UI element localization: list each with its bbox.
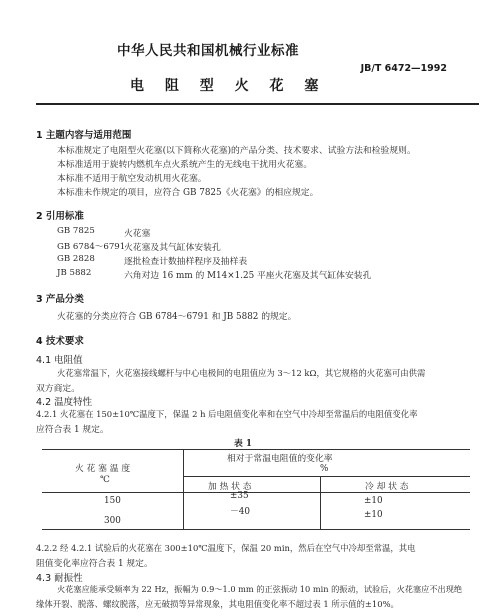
- section-3-line-1: 火花塞的分类应符合 GB 6784～6791 和 JB 5882 的规定。: [57, 312, 297, 322]
- ref-text-4: 六角对边 16 mm 的 M14×1.25 平座火花塞及其气缸体安装孔: [124, 271, 372, 281]
- table-col2-unit: %: [320, 464, 329, 474]
- section-2-heading: 2 引用标准: [36, 211, 84, 222]
- table-row-1-cool: ±10: [364, 496, 383, 506]
- table-bottom-rule: [42, 529, 470, 530]
- ref-code-1: GB 7825: [57, 226, 95, 236]
- document-title: 电 阻 型 火 花 塞: [130, 78, 327, 94]
- section-4-1-line-1: 火花塞常温下，火花塞接线螺杆与中心电极间的电阻值应为 3～12 kΩ，其它规格的火花塞可由供需: [57, 368, 426, 378]
- section-4-1-line-2: 双方商定。: [36, 384, 80, 394]
- table-col1-header: 火 花 塞 温 度: [75, 464, 131, 474]
- table-header-rule: [42, 492, 470, 493]
- section-4-2-2-line-2: 阻值变化率应符合表 1 规定。: [36, 559, 153, 569]
- ref-code-4: JB 5882: [57, 268, 92, 278]
- table-header-mid-rule: [183, 476, 470, 477]
- section-1-line-2: 本标准适用于旋转内燃机车点火系统产生的无线电干扰用火花塞。: [57, 160, 313, 170]
- header-rule: [36, 103, 479, 105]
- section-4-2-heading: 4.2 温度特性: [36, 397, 93, 408]
- table-row-1-heat: ±35: [230, 491, 249, 501]
- section-3-heading: 3 产品分类: [36, 294, 84, 305]
- section-1-line-1: 本标准规定了电阻型火花塞(以下简称火花塞)的产品分类、技术要求、试验方法和检验规则。: [57, 146, 416, 156]
- section-4-1-heading: 4.1 电阻值: [36, 355, 83, 366]
- section-1-line-4: 本标准未作规定的项目，应符合 GB 7825《火花塞》的相应规定。: [57, 188, 319, 198]
- ref-code-3: GB 2828: [57, 254, 95, 264]
- ref-code-2: GB 6784～6791: [57, 242, 126, 252]
- standard-number: JB/T 6472—1992: [360, 63, 447, 74]
- ref-text-2: 火花塞及其气缸体安装孔: [124, 243, 221, 253]
- section-4-2-1-line-1: 4.2.1 火花塞在 150±10℃温度下，保温 2 h 后电阻值变化率和在空气中冷却至常温后的电阻值变化率: [36, 409, 418, 419]
- section-1-heading: 1 主题内容与适用范围: [36, 130, 132, 141]
- table-col2-header: 相对于常温电阻值的变化率: [227, 454, 333, 464]
- table-vertical-rule-2: [320, 476, 321, 529]
- section-4-2-2-line-1: 4.2.2 经 4.2.1 试验后的火花塞在 300±10℃温度下，保温 20 min，然后在空气中冷却至常温，其电: [36, 543, 416, 553]
- ref-text-3: 逐批检查计数抽样程序及抽样表: [124, 257, 248, 267]
- table-top-rule: [42, 449, 470, 450]
- table-row-1-temp: 150: [104, 496, 121, 506]
- table-row-2-temp: 300: [104, 516, 121, 526]
- table-1-title: 表 1: [234, 439, 252, 449]
- standard-org-header: 中华人民共和国机械行业标准: [117, 43, 299, 59]
- ref-text-1: 火花塞: [124, 229, 151, 239]
- table-vertical-rule-1: [183, 449, 184, 529]
- table-col2a-header: 加 热 状 态: [208, 482, 252, 492]
- table-row-2-heat: －40: [230, 507, 250, 517]
- section-4-3-line-1: 火花塞应能承受频率为 22 Hz，振幅为 0.9～1.0 mm 的正弦振动 10 min 的振动，试验后，火花塞应不出现绝: [57, 584, 463, 594]
- table-col1-unit: ℃: [100, 475, 110, 485]
- section-4-3-line-2: 缘体开裂、脱落、螺纹脱落，应无破损等异常现象，其电阻值变化率不超过表 1 所示值的±10%。: [36, 599, 399, 609]
- section-1-line-3: 本标准不适用于航空发动机用火花塞。: [57, 174, 207, 184]
- table-row-2-cool: ±10: [364, 510, 383, 520]
- section-4-3-heading: 4.3 耐振性: [36, 573, 83, 584]
- table-col2b-header: 冷 却 状 态: [365, 482, 409, 492]
- section-4-2-1-line-2: 应符合表 1 规定。: [36, 425, 109, 435]
- section-4-heading: 4 技术要求: [36, 336, 84, 347]
